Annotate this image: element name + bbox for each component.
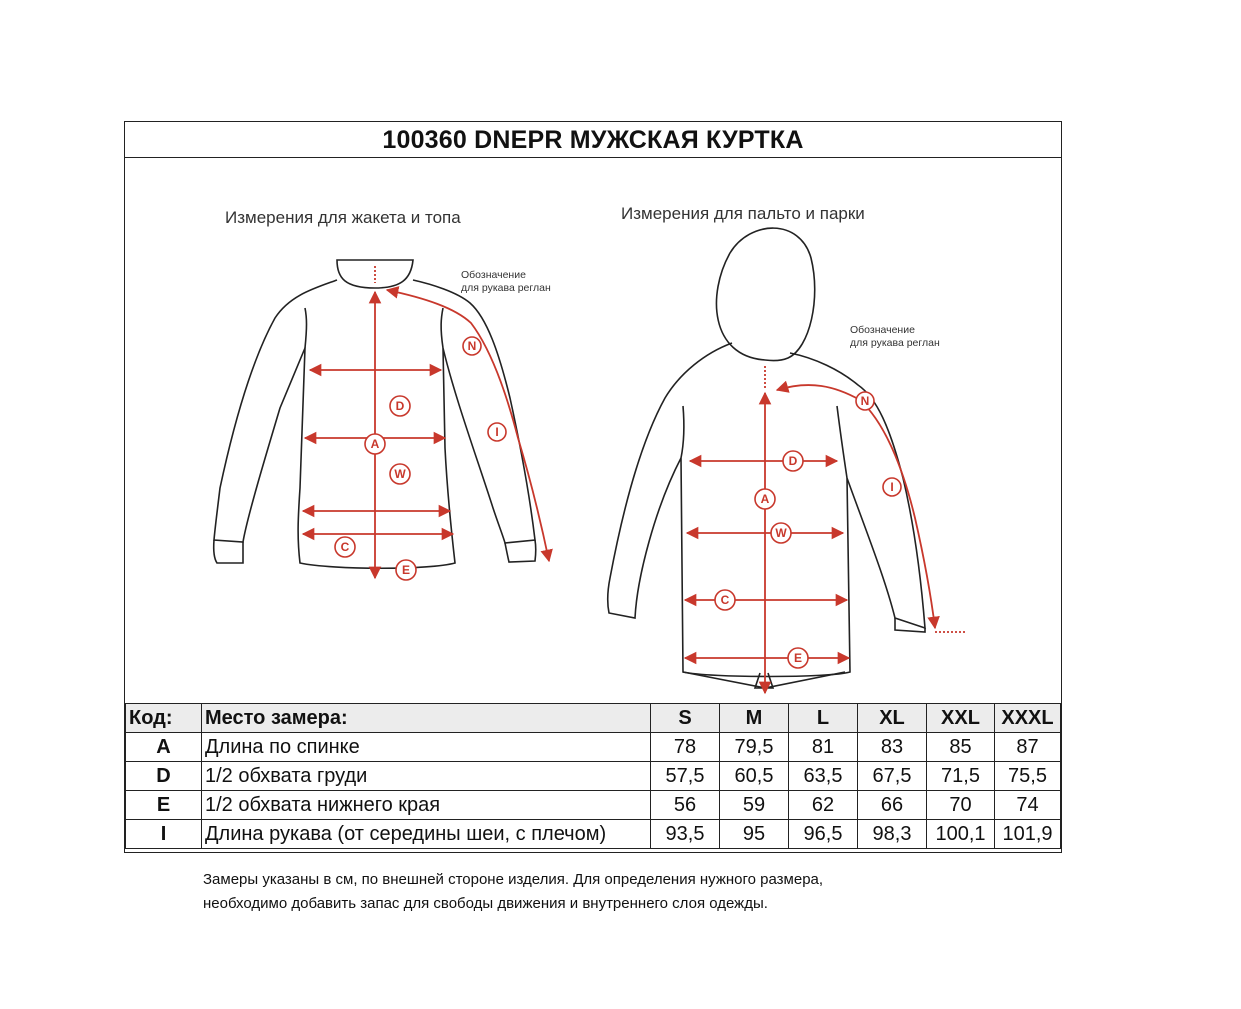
jacket-i-label: I bbox=[495, 425, 499, 439]
row-value: 83 bbox=[858, 733, 927, 762]
jacket-left-cuff bbox=[214, 540, 243, 563]
row-code: I bbox=[126, 820, 202, 849]
coat-labels bbox=[715, 392, 901, 668]
row-value: 66 bbox=[858, 791, 927, 820]
row-value: 95 bbox=[720, 820, 789, 849]
table-row bbox=[126, 791, 1061, 820]
coat-w-label: W bbox=[775, 526, 787, 540]
coat-n-label: N bbox=[860, 394, 870, 408]
coat-i-label: I bbox=[890, 480, 894, 494]
jacket-raglan-note: Обозначение для рукава реглан bbox=[461, 269, 551, 294]
coat-raglan-note: Обозначение для рукава реглан bbox=[850, 324, 940, 349]
jacket-a-label: A bbox=[370, 437, 380, 451]
row-name: Длина по спинке bbox=[202, 733, 651, 762]
jacket-i-line bbox=[387, 290, 549, 561]
row-value: 96,5 bbox=[789, 820, 858, 849]
header-size: M bbox=[720, 704, 789, 733]
row-code: E bbox=[126, 791, 202, 820]
coat-right-armhole bbox=[837, 406, 847, 478]
table-row bbox=[126, 733, 1061, 762]
header-size: XL bbox=[858, 704, 927, 733]
coat-vent bbox=[755, 673, 773, 688]
jacket-left-armhole bbox=[305, 308, 307, 348]
header-size: XXL bbox=[927, 704, 995, 733]
jacket-c-label: C bbox=[340, 540, 350, 554]
table-row bbox=[126, 762, 1061, 791]
row-value: 60,5 bbox=[720, 762, 789, 791]
footnote bbox=[203, 868, 823, 916]
coat-i-line bbox=[777, 385, 935, 628]
row-value: 100,1 bbox=[927, 820, 995, 849]
jacket-w-label: W bbox=[394, 467, 406, 481]
table-header-row bbox=[126, 704, 1061, 733]
coat-outline bbox=[608, 228, 925, 688]
jacket-measure-lines bbox=[303, 266, 549, 578]
row-value: 70 bbox=[927, 791, 995, 820]
row-value: 63,5 bbox=[789, 762, 858, 791]
row-value: 79,5 bbox=[720, 733, 789, 762]
row-value: 75,5 bbox=[995, 762, 1061, 791]
row-name: 1/2 обхвата нижнего края bbox=[202, 791, 651, 820]
header-code: Код: bbox=[126, 704, 202, 733]
jacket-d-label: D bbox=[395, 399, 405, 413]
header-size: L bbox=[789, 704, 858, 733]
row-value: 101,9 bbox=[995, 820, 1061, 849]
size-table bbox=[125, 703, 1061, 849]
row-name: Длина рукава (от середины шеи, с плечом) bbox=[202, 820, 651, 849]
footnote-line-2: необходимо добавить запас для свободы движения и внутреннего слоя одежды. bbox=[203, 895, 768, 912]
coat-measure-lines bbox=[685, 366, 965, 693]
row-value: 56 bbox=[651, 791, 720, 820]
row-value: 85 bbox=[927, 733, 995, 762]
coat-a-label: A bbox=[760, 492, 770, 506]
row-value: 62 bbox=[789, 791, 858, 820]
page-title: 100360 DNEPR МУЖСКАЯ КУРТКА bbox=[125, 122, 1061, 158]
footnote-line-1: Замеры указаны в см, по внешней стороне изделия. Для определения нужного размера, bbox=[203, 871, 824, 888]
row-value: 71,5 bbox=[927, 762, 995, 791]
coat-left-armhole bbox=[681, 406, 684, 458]
jacket-n-label: N bbox=[467, 339, 477, 353]
row-code: D bbox=[126, 762, 202, 791]
row-value: 57,5 bbox=[651, 762, 720, 791]
row-value: 81 bbox=[789, 733, 858, 762]
measurement-diagrams bbox=[125, 158, 1061, 703]
row-value: 59 bbox=[720, 791, 789, 820]
row-name: 1/2 обхвата груди bbox=[202, 762, 651, 791]
row-value: 74 bbox=[995, 791, 1061, 820]
row-value: 78 bbox=[651, 733, 720, 762]
coat-body bbox=[608, 343, 925, 677]
garment-drawings bbox=[125, 158, 1060, 703]
jacket-right-armhole bbox=[441, 308, 443, 348]
table-row bbox=[126, 820, 1061, 849]
row-value: 98,3 bbox=[858, 820, 927, 849]
coat-hood bbox=[716, 228, 814, 360]
jacket-caption: Измерения для жакета и топа bbox=[225, 208, 461, 227]
row-value: 93,5 bbox=[651, 820, 720, 849]
marker-letters bbox=[341, 339, 894, 665]
coat-c-label: C bbox=[720, 593, 730, 607]
row-code: A bbox=[126, 733, 202, 762]
header-size: XXXL bbox=[995, 704, 1061, 733]
coat-e-label: E bbox=[793, 651, 803, 665]
coat-d-label: D bbox=[788, 454, 798, 468]
size-chart-sheet bbox=[124, 121, 1062, 853]
header-place: Место замера: bbox=[202, 704, 651, 733]
jacket-e-label: E bbox=[401, 563, 411, 577]
coat-caption: Измерения для пальто и парки bbox=[621, 204, 865, 223]
jacket-labels bbox=[335, 337, 506, 580]
header-size: S bbox=[651, 704, 720, 733]
row-value: 87 bbox=[995, 733, 1061, 762]
row-value: 67,5 bbox=[858, 762, 927, 791]
